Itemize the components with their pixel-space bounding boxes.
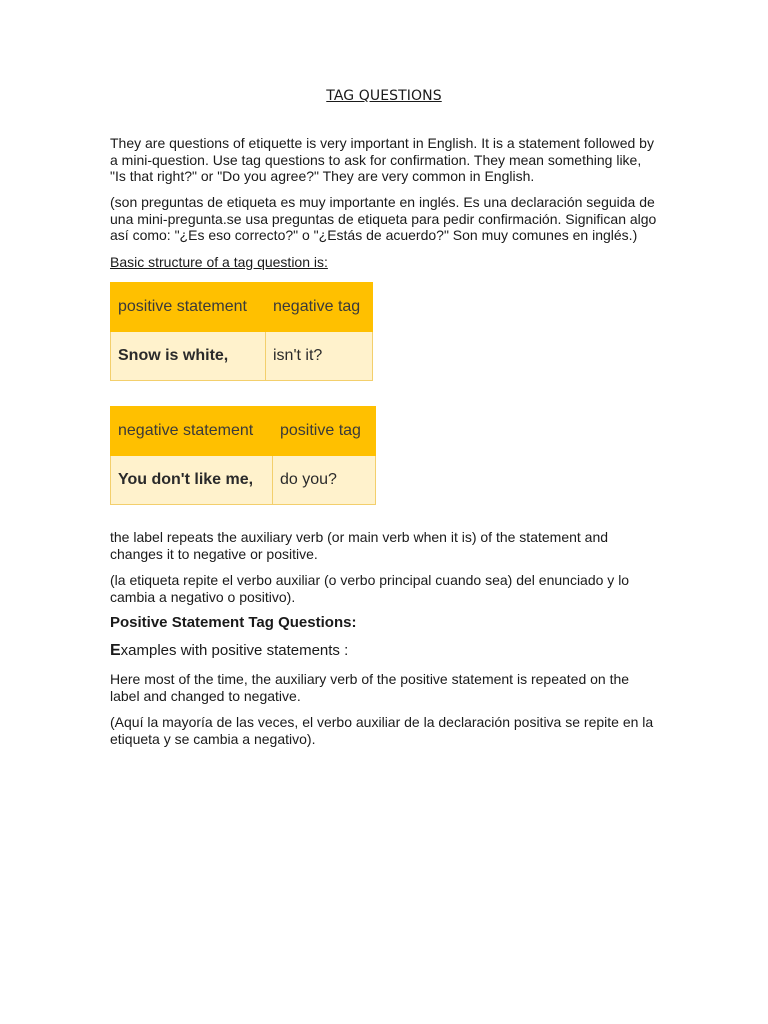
intro-spanish: (son preguntas de etiqueta es muy importante en inglés. Es una declaración seguida de una mini-pregunta.se usa preguntas de etiqueta para pedir confirmación. Significan algo así como: "¿Es eso correcto?" o "¿Estás de acuerdo?" Son muy comunes en inglés.) [110,194,657,244]
table-header-cell: positive statement [111,283,266,332]
page-title: TAG QUESTIONS [326,88,442,104]
table-header-cell: positive tag [273,407,376,456]
intro-english: They are questions of etiquette is very important in English. It is a statement followed by a mini-question. Use tag questions to ask for confirmation. They mean something like, "Is that right?" or "Do you agree?" They are very common in English. [110,135,654,185]
examples-heading-text: xamples with positive statements : [120,642,349,659]
table-cell: Snow is white, [111,332,266,381]
table-header-cell: negative statement [111,407,273,456]
tag-table-negative [110,406,376,505]
table-row [111,456,376,505]
table-header-row [111,407,376,456]
examples-heading-initial: E [110,642,121,659]
table-row [111,332,373,381]
examples-explanation-english: Here most of the time, the auxiliary verb of the positive statement is repeated on the label and changed to negative. [110,671,630,704]
label-explanation-spanish: (la etiqueta repite el verbo auxiliar (o verbo principal cuando sea) del enunciado y lo cambia a negativo o positivo). [110,572,630,605]
label-explanation-english: the label repeats the auxiliary verb (or main verb when it is) of the statement and changes it to negative or positive. [110,529,609,562]
tag-table-positive [110,282,373,381]
table-header-row [111,283,373,332]
section-heading: Positive Statement Tag Questions: [110,614,357,631]
table-cell: isn't it? [266,332,373,381]
examples-heading [110,643,660,660]
structure-heading: Basic structure of a tag question is: [110,254,328,270]
examples-explanation-spanish: (Aquí la mayoría de las veces, el verbo auxiliar de la declaración positiva se repite en la etiqueta y se cambia a negativo). [110,714,654,747]
table-cell: You don't like me, [111,456,273,505]
table-header-cell: negative tag [266,283,373,332]
table-cell: do you? [273,456,376,505]
